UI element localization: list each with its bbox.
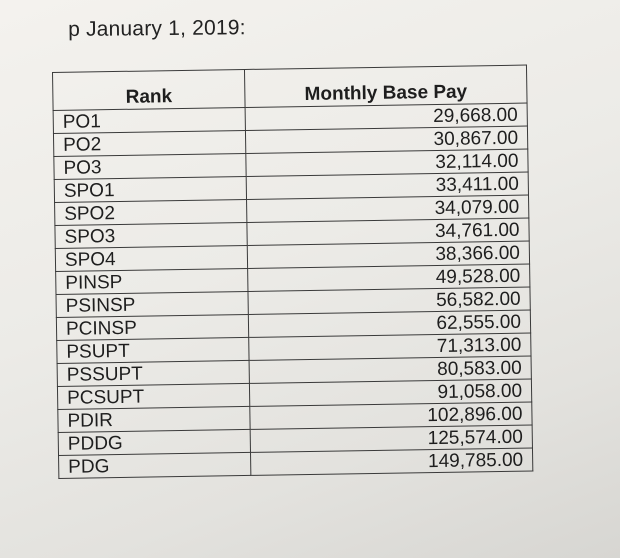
pay-cell: 32,114.00 [246, 149, 528, 176]
rank-cell: PO2 [53, 130, 245, 156]
rank-cell: PINSP [56, 268, 248, 294]
rank-cell: SPO1 [54, 176, 246, 202]
pay-table-container [52, 65, 533, 479]
table-body [53, 103, 533, 478]
pay-cell: 30,867.00 [245, 126, 527, 153]
pay-cell: 49,528.00 [248, 264, 530, 291]
pay-table [52, 65, 533, 479]
rank-cell: PDG [59, 452, 251, 478]
rank-cell: PO1 [53, 107, 245, 133]
pay-cell: 80,583.00 [249, 356, 531, 383]
pay-cell: 125,574.00 [250, 425, 532, 452]
rank-cell: PSSUPT [57, 360, 249, 386]
rank-cell: PSINSP [56, 291, 248, 317]
pay-cell: 149,785.00 [251, 448, 533, 475]
page-heading: p January 1, 2019: [68, 16, 246, 41]
pay-cell: 33,411.00 [246, 172, 528, 199]
pay-cell: 29,668.00 [245, 103, 527, 130]
pay-cell: 34,079.00 [247, 195, 529, 222]
pay-cell: 38,366.00 [247, 241, 529, 268]
rank-cell: PO3 [54, 153, 246, 179]
rank-cell: PDIR [58, 406, 250, 432]
rank-cell: SPO2 [55, 199, 247, 225]
rank-cell: PDDG [58, 429, 250, 455]
rank-cell: SPO4 [55, 245, 247, 271]
pay-column-header: Monthly Base Pay [244, 65, 527, 107]
pay-cell: 34,761.00 [247, 218, 529, 245]
pay-cell: 102,896.00 [250, 402, 532, 429]
pay-cell: 62,555.00 [248, 310, 530, 337]
rank-cell: SPO3 [55, 222, 247, 248]
rank-column-header: Rank [53, 69, 246, 110]
pay-cell: 91,058.00 [249, 379, 531, 406]
rank-cell: PCSUPT [57, 383, 249, 409]
pay-cell: 56,582.00 [248, 287, 530, 314]
rank-cell: PCINSP [56, 314, 248, 340]
pay-cell: 71,313.00 [249, 333, 531, 360]
rank-cell: PSUPT [57, 337, 249, 363]
